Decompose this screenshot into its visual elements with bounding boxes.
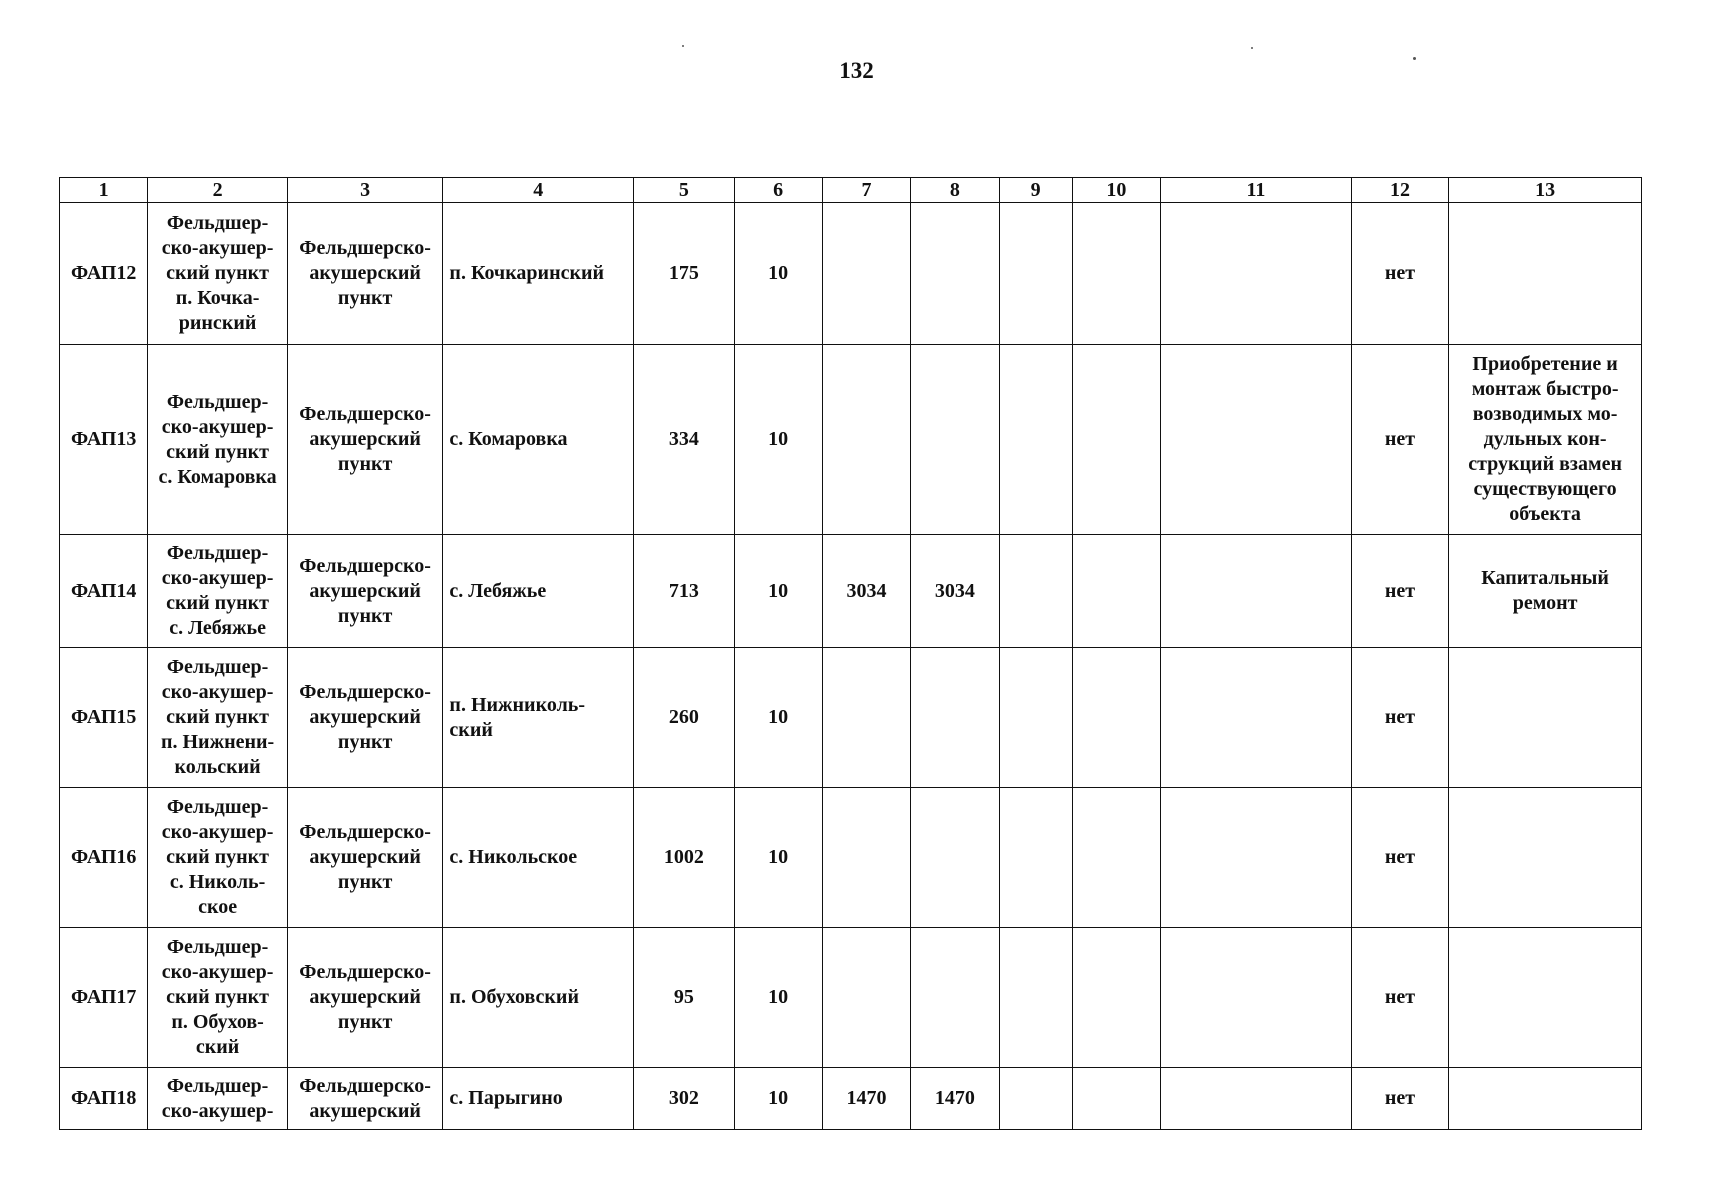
population-cell: 302 (634, 1068, 734, 1130)
table-row (60, 788, 1642, 928)
facility-code-cell: ФАП18 (60, 1068, 148, 1130)
value-12-cell: нет (1351, 1068, 1448, 1130)
table-row (60, 345, 1642, 535)
facilities-table (59, 177, 1642, 1130)
facility-type-cell: Фельдшерско- акушерский (287, 1068, 443, 1130)
col-header-10: 10 (1072, 178, 1160, 203)
col-header-3: 3 (287, 178, 443, 203)
value-9-cell (999, 1068, 1072, 1130)
measure-note-cell: Приобретение и монтаж быстро- возводимых мо- дульных кон- струкций взамен существующего объекта (1449, 345, 1642, 535)
col-header-2: 2 (148, 178, 288, 203)
value-6-cell: 10 (734, 345, 822, 535)
facility-name-cell: Фельдшер- ско-акушер- ский пункт с. Николь- ское (148, 788, 288, 928)
value-12-cell: нет (1351, 928, 1448, 1068)
settlement-cell: п. Кочкаринский (443, 203, 634, 345)
col-header-13: 13 (1449, 178, 1642, 203)
value-10-cell (1072, 788, 1160, 928)
value-8-cell (911, 345, 999, 535)
facility-type-cell: Фельдшерско- акушерский пункт (287, 788, 443, 928)
facility-type-cell: Фельдшерско- акушерский пункт (287, 648, 443, 788)
value-11-cell (1161, 648, 1352, 788)
measure-note-cell (1449, 648, 1642, 788)
value-10-cell (1072, 345, 1160, 535)
table-body (60, 203, 1642, 1130)
value-10-cell (1072, 203, 1160, 345)
col-header-9: 9 (999, 178, 1072, 203)
population-cell: 95 (634, 928, 734, 1068)
value-6-cell: 10 (734, 648, 822, 788)
value-8-cell (911, 928, 999, 1068)
measure-note-cell (1449, 788, 1642, 928)
value-8-cell (911, 648, 999, 788)
value-12-cell: нет (1351, 535, 1448, 648)
col-header-5: 5 (634, 178, 734, 203)
value-8-cell (911, 203, 999, 345)
value-9-cell (999, 648, 1072, 788)
value-9-cell (999, 203, 1072, 345)
settlement-cell: с. Комаровка (443, 345, 634, 535)
value-11-cell (1161, 345, 1352, 535)
value-10-cell (1072, 648, 1160, 788)
settlement-cell: п. Обуховский (443, 928, 634, 1068)
value-6-cell: 10 (734, 1068, 822, 1130)
facility-type-cell: Фельдшерско- акушерский пункт (287, 345, 443, 535)
settlement-cell: с. Никольское (443, 788, 634, 928)
value-6-cell: 10 (734, 535, 822, 648)
value-7-cell (822, 928, 910, 1068)
facility-code-cell: ФАП14 (60, 535, 148, 648)
value-10-cell (1072, 928, 1160, 1068)
value-9-cell (999, 788, 1072, 928)
table-row (60, 648, 1642, 788)
settlement-cell: п. Нижниколь- ский (443, 648, 634, 788)
value-12-cell: нет (1351, 345, 1448, 535)
value-11-cell (1161, 203, 1352, 345)
value-7-cell: 3034 (822, 535, 910, 648)
value-11-cell (1161, 928, 1352, 1068)
facility-code-cell: ФАП16 (60, 788, 148, 928)
value-9-cell (999, 928, 1072, 1068)
facility-code-cell: ФАП17 (60, 928, 148, 1068)
facility-code-cell: ФАП13 (60, 345, 148, 535)
population-cell: 175 (634, 203, 734, 345)
column-number-header (60, 178, 1642, 203)
population-cell: 260 (634, 648, 734, 788)
value-10-cell (1072, 1068, 1160, 1130)
col-header-6: 6 (734, 178, 822, 203)
facility-name-cell: Фельдшер- ско-акушер- ский пункт п. Обухов- ский (148, 928, 288, 1068)
facility-name-cell: Фельдшер- ско-акушер- (148, 1068, 288, 1130)
value-6-cell: 10 (734, 203, 822, 345)
value-12-cell: нет (1351, 788, 1448, 928)
value-6-cell: 10 (734, 928, 822, 1068)
value-12-cell: нет (1351, 648, 1448, 788)
value-7-cell (822, 788, 910, 928)
measure-note-cell (1449, 928, 1642, 1068)
facility-name-cell: Фельдшер- ско-акушер- ский пункт п. Нижнени- кольский (148, 648, 288, 788)
value-8-cell: 3034 (911, 535, 999, 648)
table-row (60, 1068, 1642, 1130)
population-cell: 334 (634, 345, 734, 535)
settlement-cell: с. Лебяжье (443, 535, 634, 648)
col-header-7: 7 (822, 178, 910, 203)
col-header-4: 4 (443, 178, 634, 203)
population-cell: 1002 (634, 788, 734, 928)
value-9-cell (999, 535, 1072, 648)
facility-name-cell: Фельдшер- ско-акушер- ский пункт п. Кочка- ринский (148, 203, 288, 345)
col-header-11: 11 (1161, 178, 1352, 203)
facility-type-cell: Фельдшерско- акушерский пункт (287, 203, 443, 345)
value-9-cell (999, 345, 1072, 535)
col-header-8: 8 (911, 178, 999, 203)
col-header-12: 12 (1351, 178, 1448, 203)
table-row (60, 928, 1642, 1068)
measure-note-cell: Капитальный ремонт (1449, 535, 1642, 648)
table-row (60, 535, 1642, 648)
value-6-cell: 10 (734, 788, 822, 928)
value-7-cell (822, 648, 910, 788)
facility-type-cell: Фельдшерско- акушерский пункт (287, 535, 443, 648)
value-8-cell (911, 788, 999, 928)
value-12-cell: нет (1351, 203, 1448, 345)
facility-name-cell: Фельдшер- ско-акушер- ский пункт с. Комаровка (148, 345, 288, 535)
facility-code-cell: ФАП15 (60, 648, 148, 788)
population-cell: 713 (634, 535, 734, 648)
value-11-cell (1161, 1068, 1352, 1130)
value-8-cell: 1470 (911, 1068, 999, 1130)
facility-code-cell: ФАП12 (60, 203, 148, 345)
value-11-cell (1161, 788, 1352, 928)
value-7-cell (822, 345, 910, 535)
value-7-cell: 1470 (822, 1068, 910, 1130)
value-11-cell (1161, 535, 1352, 648)
value-10-cell (1072, 535, 1160, 648)
facility-type-cell: Фельдшерско- акушерский пункт (287, 928, 443, 1068)
facility-name-cell: Фельдшер- ско-акушер- ский пункт с. Лебяжье (148, 535, 288, 648)
table-row (60, 203, 1642, 345)
settlement-cell: с. Парыгино (443, 1068, 634, 1130)
value-7-cell (822, 203, 910, 345)
col-header-1: 1 (60, 178, 148, 203)
page-number: 132 (839, 58, 874, 83)
measure-note-cell (1449, 203, 1642, 345)
measure-note-cell (1449, 1068, 1642, 1130)
